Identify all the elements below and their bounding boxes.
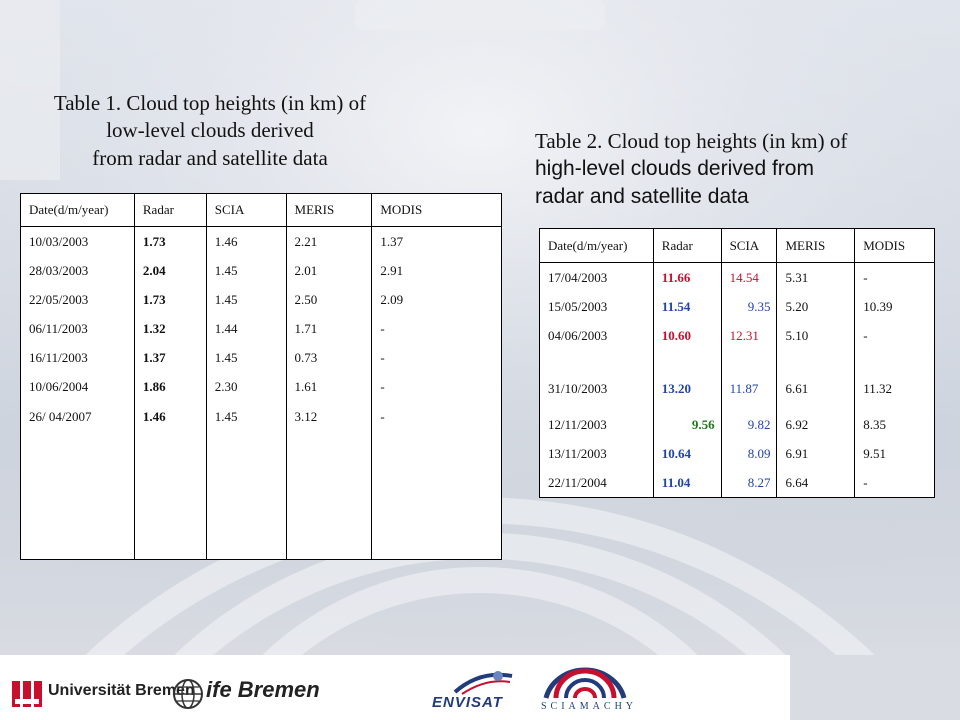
sciamachy-logo-icon — [542, 658, 628, 700]
table2-cell-radar: 10.60 — [653, 321, 721, 368]
table2-cell-meris: 6.61 — [777, 368, 855, 410]
table1-cell-modis: - — [372, 372, 502, 401]
table1-cell-date: 28/03/2003 — [21, 256, 135, 285]
table2-cell-date: 13/11/2003 — [540, 439, 654, 468]
table2-cell-date: 12/11/2003 — [540, 410, 654, 439]
table1-caption-line2: low-level clouds derived — [106, 118, 314, 143]
table2-caption-line1: Table 2. Cloud top heights (in km) of — [535, 129, 848, 153]
table2-cell-meris: 5.31 — [777, 263, 855, 293]
table1-cell-radar: 1.37 — [134, 343, 206, 372]
table2-cell-radar: 13.20 — [653, 368, 721, 410]
university-bremen-logo-icon — [10, 679, 44, 709]
institute-name: ife Bremen — [206, 677, 320, 702]
table-row — [540, 439, 935, 468]
table2-cell-meris: 5.10 — [777, 321, 855, 368]
table1-cell-date: 06/11/2003 — [21, 314, 135, 343]
table2-header-date: Date(d/m/year) — [540, 229, 654, 263]
table1-cell-date: 10/03/2003 — [21, 227, 135, 257]
table2-cell-meris: 6.91 — [777, 439, 855, 468]
table1-cell-scia: 1.46 — [206, 227, 286, 257]
table2-cell-scia: 9.82 — [721, 410, 777, 439]
table2-cell-meris: 5.20 — [777, 292, 855, 321]
table1-cell-meris: 1.61 — [286, 372, 372, 401]
table1 — [20, 193, 502, 560]
table2-cell-scia: 12.31 — [721, 321, 777, 368]
table1-cell-meris: 2.21 — [286, 227, 372, 257]
table-row — [540, 410, 935, 439]
table1-cell-radar: 1.86 — [134, 372, 206, 401]
table2-cell-modis: - — [855, 263, 935, 293]
table2-cell-modis: - — [855, 321, 935, 368]
table2-caption-line2: high-level clouds derived from — [535, 157, 814, 181]
table1-header-modis: MODIS — [372, 194, 502, 227]
table-row — [21, 314, 502, 343]
table1-cell-radar: 2.04 — [134, 256, 206, 285]
table-row — [540, 368, 935, 410]
table1-cell-scia: 2.30 — [206, 372, 286, 401]
table2-cell-modis: 8.35 — [855, 410, 935, 439]
sciamachy-label: SCIAMACHY — [541, 701, 638, 712]
table2-cell-radar: 11.04 — [653, 468, 721, 498]
table1-cell-radar: 1.46 — [134, 401, 206, 560]
table1-cell-scia: 1.45 — [206, 256, 286, 285]
table2-header-modis: MODIS — [855, 229, 935, 263]
table-row — [540, 321, 935, 368]
table2-caption — [535, 128, 915, 210]
table1-header-scia: SCIA — [206, 194, 286, 227]
table-row — [540, 292, 935, 321]
table1-cell-radar: 1.32 — [134, 314, 206, 343]
table2-cell-scia: 8.09 — [721, 439, 777, 468]
table2-cell-scia: 8.27 — [721, 468, 777, 498]
table1-header-row — [21, 194, 502, 227]
table2-cell-radar: 9.56 — [653, 410, 721, 439]
globe-icon — [172, 677, 204, 711]
table1-header-radar: Radar — [134, 194, 206, 227]
table2-cell-radar: 11.54 — [653, 292, 721, 321]
table1-cell-modis: - — [372, 343, 502, 372]
table2-cell-modis: 9.51 — [855, 439, 935, 468]
table1-cell-modis: 1.37 — [372, 227, 502, 257]
table1-cell-date: 22/05/2003 — [21, 285, 135, 314]
table2-cell-modis: - — [855, 468, 935, 498]
table2-cell-date: 15/05/2003 — [540, 292, 654, 321]
table1-cell-date: 26/ 04/2007 — [21, 401, 135, 560]
envisat-label: ENVISAT — [432, 694, 503, 711]
table1-header-meris: MERIS — [286, 194, 372, 227]
table2-cell-scia: 11.87 — [721, 368, 777, 410]
table1-cell-scia: 1.44 — [206, 314, 286, 343]
university-name: Universität Bremen — [48, 682, 195, 699]
table2-cell-modis: 10.39 — [855, 292, 935, 321]
table2-cell-scia: 14.54 — [721, 263, 777, 293]
table1-cell-scia: 1.45 — [206, 401, 286, 560]
table-row — [540, 468, 935, 498]
table1-header-date: Date(d/m/year) — [21, 194, 135, 227]
table1-cell-meris: 2.01 — [286, 256, 372, 285]
table1-cell-scia: 1.45 — [206, 285, 286, 314]
table2-cell-date: 17/04/2003 — [540, 263, 654, 293]
table2-cell-radar: 11.66 — [653, 263, 721, 293]
table2-cell-date: 31/10/2003 — [540, 368, 654, 410]
table2-header-radar: Radar — [653, 229, 721, 263]
table1-cell-scia: 1.45 — [206, 343, 286, 372]
table1-cell-radar: 1.73 — [134, 227, 206, 257]
table-row — [21, 285, 502, 314]
table-row — [21, 227, 502, 257]
table-row — [21, 372, 502, 401]
table1-cell-modis: - — [372, 314, 502, 343]
table1-cell-modis: - — [372, 401, 502, 560]
table2 — [539, 228, 935, 498]
table2-caption-line3: radar and satellite data — [535, 184, 749, 208]
table2-header-meris: MERIS — [777, 229, 855, 263]
table-row — [21, 256, 502, 285]
table1-caption-line3: from radar and satellite data — [92, 145, 328, 170]
table1-cell-modis: 2.09 — [372, 285, 502, 314]
table2-cell-scia: 9.35 — [721, 292, 777, 321]
table2-cell-meris: 6.92 — [777, 410, 855, 439]
table1-cell-radar: 1.73 — [134, 285, 206, 314]
table2-cell-radar: 10.64 — [653, 439, 721, 468]
table1-cell-date: 10/06/2004 — [21, 372, 135, 401]
table1-cell-meris: 1.71 — [286, 314, 372, 343]
table-row — [21, 401, 502, 560]
table1-caption-line1: Table 1. Cloud top heights (in km) of — [53, 91, 367, 115]
table-row — [21, 343, 502, 372]
table2-cell-date: 22/11/2004 — [540, 468, 654, 498]
table1-caption — [20, 90, 400, 172]
table1-cell-meris: 0.73 — [286, 343, 372, 372]
table2-header-scia: SCIA — [721, 229, 777, 263]
table1-cell-meris: 2.50 — [286, 285, 372, 314]
table2-header-row — [540, 229, 935, 263]
table2-cell-meris: 6.64 — [777, 468, 855, 498]
table1-cell-meris: 3.12 — [286, 401, 372, 560]
table2-cell-modis: 11.32 — [855, 368, 935, 410]
table1-cell-modis: 2.91 — [372, 256, 502, 285]
footer-right-panel — [790, 655, 960, 720]
table-row — [540, 263, 935, 293]
table2-cell-date: 04/06/2003 — [540, 321, 654, 368]
table1-cell-date: 16/11/2003 — [21, 343, 135, 372]
